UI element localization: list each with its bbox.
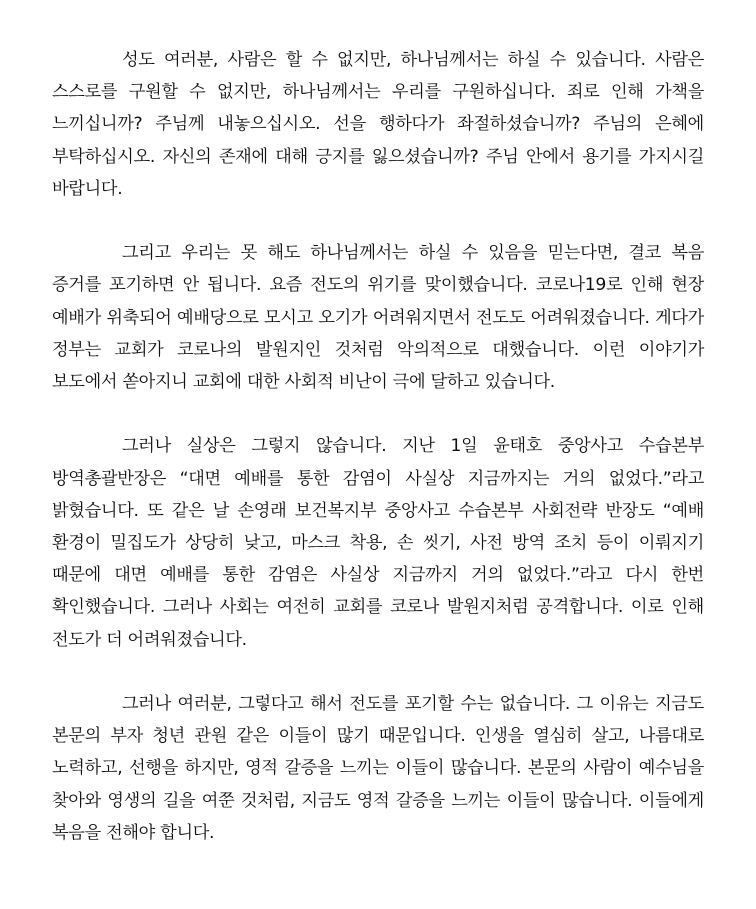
paragraph-3: 그러나 실상은 그렇지 않습니다. 지난 1일 윤태호 중앙사고 수습본부 방역총괄반장은 “대면 예배를 통한 감염이 사실상 지금까지는 거의 없었다.”라고 밝혔습니다. 또 같은 날 손영래 보건복지부 중앙사고 수습본부 사회전략 반장도 “예배 환경이 밀집도가 상당히 낮고, 마스크 착용, 손 씻기, 사전 방역 조치 등이 이뤄지기 때문에 대면 예배를 통한 감염은 사실상 지금까지 거의 없었다.”라고 다시 한번 확인했습니다. 그러나 사회는 여전히 교회를 코로나 발원지처럼 공격합니다. 이로 인해 전도가 더 어려워졌습니다. [52,436,704,650]
document-body [52,44,704,849]
paragraph-2: 그리고 우리는 못 해도 하나님께서는 하실 수 있음을 믿는다면, 결코 복음 증거를 포기하면 안 됩니다. 요즘 전도의 위기를 맞이했습니다. 코로나19로 인해 현장 예배가 위축되어 예배당으로 모시고 오기가 어려워지면서 전도도 어려워졌습니다. 게다가 정부는 교회가 코로나의 발원지인 것처럼 악의적으로 대했습니다. 이런 이야기가 보도에서 쏟아지니 교회에 대한 사회적 비난이 극에 달하고 있습니다. [52,243,704,393]
paragraph-1: 성도 여러분, 사람은 할 수 없지만, 하나님께서는 하실 수 있습니다. 사람은 스스로를 구원할 수 없지만, 하나님께서는 우리를 구원하십니다. 죄로 인해 가책을 느끼십니까? 주님께 내놓으십시오. 선을 행하다가 좌절하셨습니까? 주님의 은혜에 부탁하십시오. 자신의 존재에 대해 긍지를 잃으셨습니까? 주님 안에서 용기를 가지시길 바랍니다. [52,50,704,199]
paragraph-4: 그러나 여러분, 그렇다고 해서 전도를 포기할 수는 없습니다. 그 이유는 지금도 본문의 부자 청년 관원 같은 이들이 많기 때문입니다. 인생을 열심히 살고, 나름대로 노력하고, 선행을 하지만, 영적 갈증을 느끼는 이들이 많습니다. 본문의 사람이 예수님을 찾아와 영생의 길을 여쭌 것처럼, 지금도 영적 갈증을 느끼는 이들이 많습니다. 이들에게 복음을 전해야 합니다. [52,694,704,843]
